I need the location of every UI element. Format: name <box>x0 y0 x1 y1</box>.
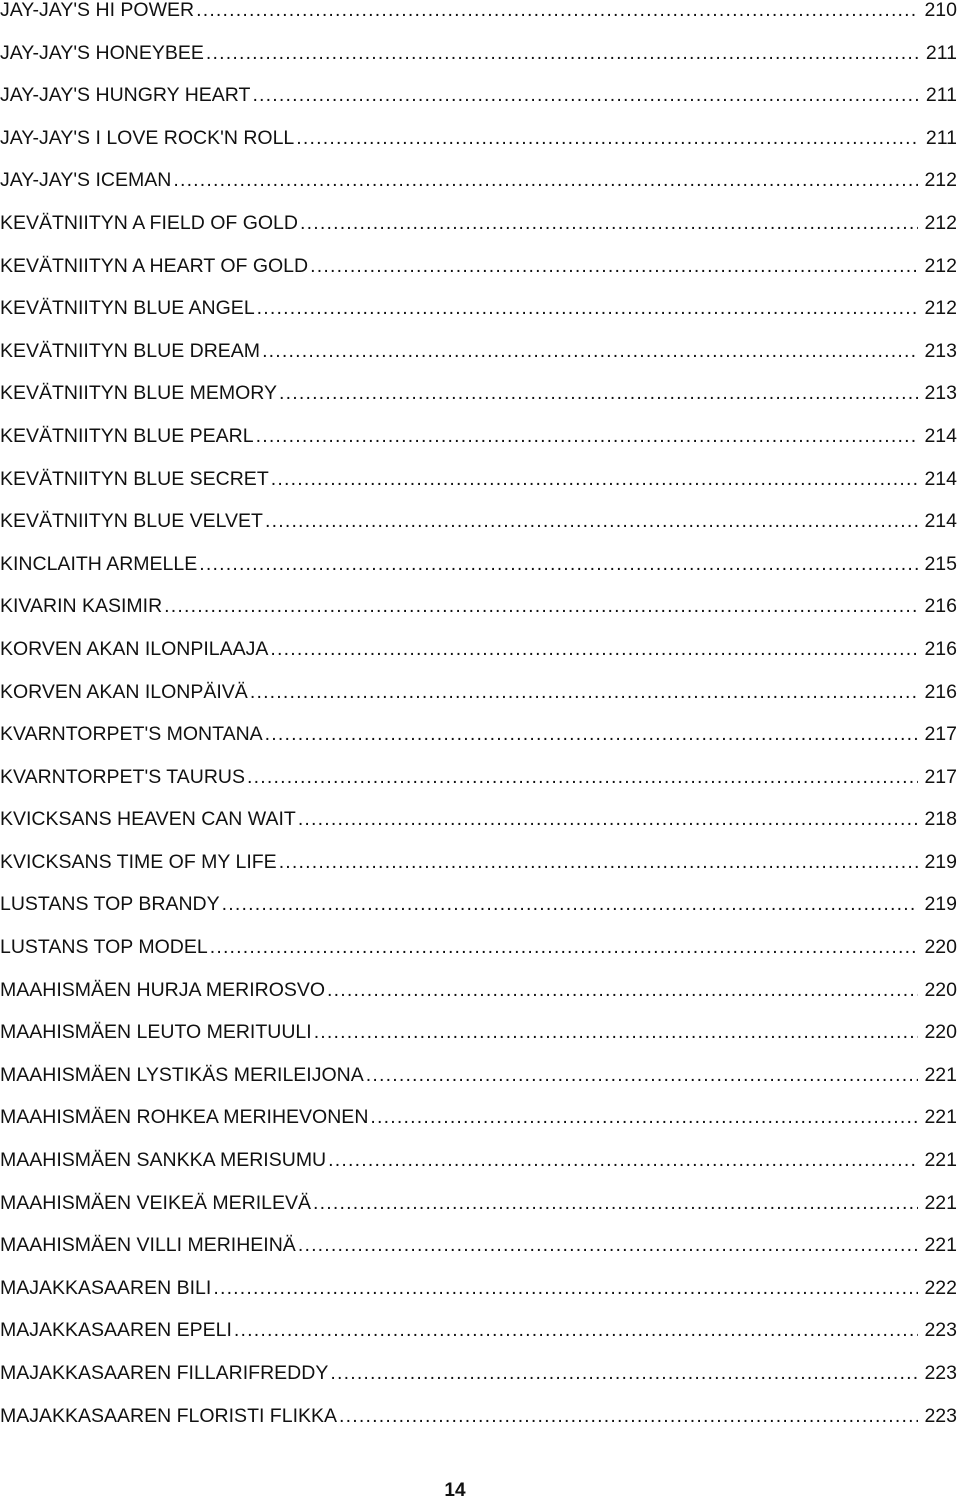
toc-entry-page: 212 <box>924 211 957 234</box>
toc-entry-page: 220 <box>924 936 957 959</box>
toc-entry[interactable] <box>0 618 957 661</box>
toc-entry[interactable] <box>0 1342 957 1385</box>
dot-leader <box>164 594 918 618</box>
toc-entry-title: MAAHISMÄEN VEIKEÄ MERILEVÄ <box>0 1191 312 1214</box>
dot-leader <box>298 1233 919 1257</box>
toc-entry[interactable] <box>0 22 957 65</box>
toc-entry[interactable] <box>0 0 957 22</box>
toc-entry-page: 211 <box>925 41 957 64</box>
toc-entry[interactable] <box>0 1300 957 1343</box>
toc-entry-page: 220 <box>924 1021 957 1044</box>
toc-entry-page: 223 <box>924 1404 957 1427</box>
toc-entry-title: KIVARIN KASIMIR <box>0 595 163 618</box>
toc-entry[interactable] <box>0 150 957 193</box>
dot-leader <box>247 765 918 789</box>
toc-entry-page: 223 <box>924 1319 957 1342</box>
dot-leader <box>300 211 918 235</box>
toc-entry-page: 210 <box>924 0 957 21</box>
toc-entry-title: KORVEN AKAN ILONPILAAJA <box>0 637 269 660</box>
toc-entry-title: MAAHISMÄEN ROHKEA MERIHEVONEN <box>0 1106 369 1129</box>
dot-leader <box>265 509 918 533</box>
toc-entry[interactable] <box>0 1257 957 1300</box>
toc-entry-page: 221 <box>924 1191 957 1214</box>
dot-leader <box>252 83 919 107</box>
toc-entry-page: 221 <box>924 1106 957 1129</box>
toc-entry-title: LUSTANS TOP BRANDY <box>0 893 220 916</box>
dot-leader <box>339 1404 918 1428</box>
toc-entry[interactable] <box>0 874 957 917</box>
toc-entry[interactable] <box>0 1087 957 1130</box>
toc-entry-page: 214 <box>924 467 957 490</box>
toc-entry[interactable] <box>0 789 957 832</box>
dot-leader <box>327 978 918 1002</box>
toc-entry-title: KINCLAITH ARMELLE <box>0 552 198 575</box>
toc-entry[interactable] <box>0 1044 957 1087</box>
toc-entry-page: 220 <box>924 978 957 1001</box>
toc-entry[interactable] <box>0 661 957 704</box>
toc-entry-title: LUSTANS TOP MODEL <box>0 936 208 959</box>
dot-leader <box>234 1318 919 1342</box>
toc-entry-page: 213 <box>924 339 957 362</box>
toc-entry-title: KEVÄTNIITYN BLUE DREAM <box>0 339 261 362</box>
toc-entry-title: KEVÄTNIITYN A HEART OF GOLD <box>0 254 309 277</box>
toc-entry-title: KEVÄTNIITYN BLUE ANGEL <box>0 297 255 320</box>
toc-entry-title: JAY-JAY'S HONEYBEE <box>0 41 204 64</box>
toc-entry-page: 211 <box>925 126 957 149</box>
toc-entry-title: KEVÄTNIITYN BLUE VELVET <box>0 510 263 533</box>
toc-entry[interactable] <box>0 405 957 448</box>
toc-entry[interactable] <box>0 704 957 747</box>
toc-entry-title: MAJAKKASAAREN EPELI <box>0 1319 232 1342</box>
toc-entry-page: 221 <box>924 1234 957 1257</box>
toc-entry-title: JAY-JAY'S HI POWER <box>0 0 195 21</box>
toc-entry-title: KEVÄTNIITYN A FIELD OF GOLD <box>0 211 298 234</box>
toc-entry-title: KVICKSANS TIME OF MY LIFE <box>0 850 277 873</box>
dot-leader <box>298 807 919 831</box>
toc-entry[interactable] <box>0 65 957 108</box>
toc-entry-page: 221 <box>924 1149 957 1172</box>
dot-leader <box>370 1105 918 1129</box>
toc-entry-page: 211 <box>925 84 957 107</box>
toc-entry-page: 214 <box>924 510 957 533</box>
toc-entry-title: KVICKSANS HEAVEN CAN WAIT <box>0 808 296 831</box>
toc-entry-page: 219 <box>924 893 957 916</box>
toc-entry[interactable] <box>0 533 957 576</box>
toc-entry-page: 221 <box>924 1063 957 1086</box>
dot-leader <box>265 722 919 746</box>
toc-entry-title: KEVÄTNIITYN BLUE MEMORY <box>0 382 278 405</box>
dot-leader <box>310 254 918 278</box>
toc-entry[interactable] <box>0 491 957 534</box>
toc-entry-page: 215 <box>924 552 957 575</box>
dot-leader <box>257 296 919 320</box>
toc-entry-page: 216 <box>924 637 957 660</box>
dot-leader <box>328 1148 918 1172</box>
toc-entry-title: MAAHISMÄEN LEUTO MERITUULI <box>0 1021 312 1044</box>
dot-leader <box>210 935 919 959</box>
dot-leader <box>206 41 920 65</box>
toc-entry[interactable] <box>0 1129 957 1172</box>
toc-entry[interactable] <box>0 576 957 619</box>
toc-entry[interactable] <box>0 192 957 235</box>
toc-entry[interactable] <box>0 107 957 150</box>
dot-leader <box>279 381 918 405</box>
toc-entry-title: KVARNTORPET'S TAURUS <box>0 765 245 788</box>
dot-leader <box>262 339 918 363</box>
toc-entry-title: KEVÄTNIITYN BLUE PEARL <box>0 424 254 447</box>
toc-entry[interactable] <box>0 363 957 406</box>
toc-entry-page: 222 <box>924 1276 957 1299</box>
toc-entry[interactable] <box>0 746 957 789</box>
toc-entry[interactable] <box>0 831 957 874</box>
toc-entry-page: 216 <box>924 595 957 618</box>
dot-leader <box>313 1191 918 1215</box>
dot-leader <box>330 1361 918 1385</box>
toc-entry-page: 218 <box>924 808 957 831</box>
dot-leader <box>314 1020 919 1044</box>
toc-entry-page: 217 <box>924 765 957 788</box>
toc-entry-title: MAAHISMÄEN LYSTIKÄS MERILEIJONA <box>0 1063 364 1086</box>
toc-entry-page: 216 <box>924 680 957 703</box>
toc-entry-page: 213 <box>924 382 957 405</box>
dot-leader <box>196 0 918 22</box>
toc-entry[interactable] <box>0 320 957 363</box>
toc-entry[interactable] <box>0 1172 957 1215</box>
toc-entry[interactable] <box>0 916 957 959</box>
toc-entry[interactable] <box>0 448 957 491</box>
toc-entry-page: 223 <box>924 1362 957 1384</box>
dot-leader <box>250 680 919 704</box>
dot-leader <box>213 1276 918 1300</box>
dot-leader <box>270 637 918 661</box>
toc-entry[interactable] <box>0 278 957 321</box>
toc-entry[interactable] <box>0 1385 957 1428</box>
dot-leader <box>296 126 920 150</box>
toc-entry[interactable] <box>0 959 957 1002</box>
toc-entry-page: 212 <box>924 297 957 320</box>
dot-leader <box>279 850 919 874</box>
toc-entry-page: 219 <box>924 850 957 873</box>
toc-entry[interactable] <box>0 1002 957 1045</box>
toc-entry-title: KEVÄTNIITYN BLUE SECRET <box>0 467 269 490</box>
toc-entry[interactable] <box>0 1215 957 1258</box>
dot-leader <box>271 467 919 491</box>
toc-entry-title: MAAHISMÄEN HURJA MERIROSVO <box>0 978 326 1001</box>
toc-entry-page: 214 <box>924 424 957 447</box>
toc-entry[interactable] <box>0 235 957 278</box>
toc-entry-page: 212 <box>924 254 957 277</box>
toc-entry-title: JAY-JAY'S I LOVE ROCK'N ROLL <box>0 126 295 149</box>
toc-entry-title: JAY-JAY'S ICEMAN <box>0 169 172 192</box>
toc-entry-title: KORVEN AKAN ILONPÄIVÄ <box>0 680 248 703</box>
toc-entry-title: MAAHISMÄEN SANKKA MERISUMU <box>0 1149 327 1172</box>
toc-entry-title: MAJAKKASAAREN FLORISTI FLIKKA <box>0 1404 338 1427</box>
dot-leader <box>256 424 919 448</box>
toc-entry-title: JAY-JAY'S HUNGRY HEART <box>0 84 251 107</box>
toc-entry-page: 212 <box>924 169 957 192</box>
toc-entry-title: MAJAKKASAAREN BILI <box>0 1276 212 1299</box>
toc-entry-title: MAAHISMÄEN VILLI MERIHEINÄ <box>0 1234 296 1257</box>
toc-entry-title: KVARNTORPET'S MONTANA <box>0 723 263 746</box>
dot-leader <box>173 168 918 192</box>
dot-leader <box>222 892 919 916</box>
page-number: 14 <box>444 1480 466 1501</box>
toc-entry-page: 217 <box>924 723 957 746</box>
dot-leader <box>366 1063 919 1087</box>
toc-entry-title: MAJAKKASAAREN FILLARIFREDDY <box>0 1362 329 1384</box>
dot-leader <box>199 552 918 576</box>
